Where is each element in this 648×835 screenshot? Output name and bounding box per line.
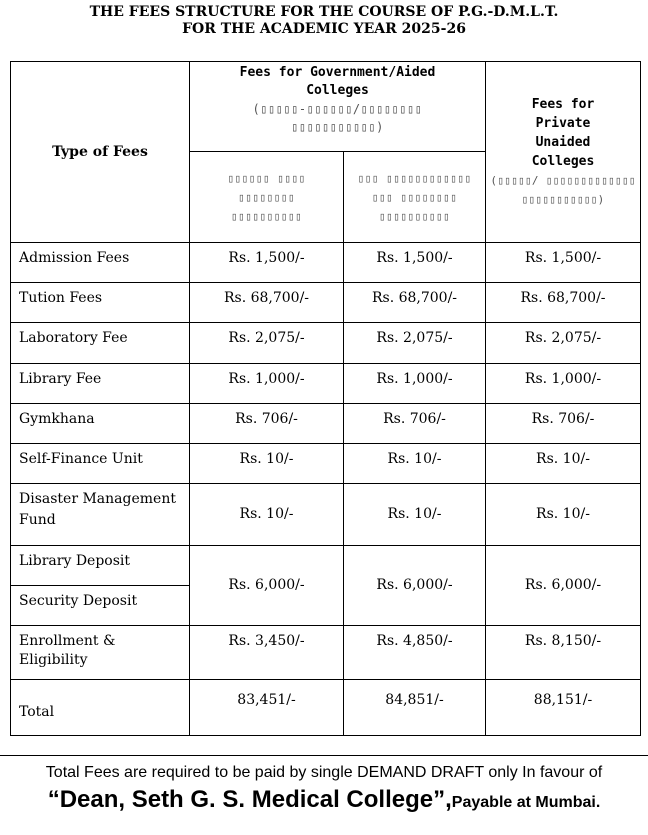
total-cell: 88,151/- bbox=[486, 680, 641, 736]
row-label: Disaster Management Fund bbox=[11, 484, 190, 546]
fee-cell: Rs. 10/- bbox=[486, 444, 641, 484]
fee-cell: Rs. 68,700/- bbox=[190, 283, 344, 323]
header-gov-subtitle: (▯▯▯▯▯-▯▯▯▯▯▯/▯▯▯▯▯▯▯▯ ▯▯▯▯▯▯▯▯▯▯▯) bbox=[252, 102, 423, 134]
fee-cell: Rs. 10/- bbox=[190, 484, 344, 546]
fee-cell: Rs. 68,700/- bbox=[344, 283, 486, 323]
fee-cell: Rs. 6,000/- bbox=[190, 546, 344, 626]
header-priv-title: Fees for Private Unaided Colleges bbox=[531, 97, 595, 169]
table-row-total bbox=[11, 680, 641, 736]
fee-cell: Rs. 10/- bbox=[486, 484, 641, 546]
row-label: Admission Fees bbox=[11, 243, 190, 283]
footer-payment-note: Total Fees are required to be paid by single DEMAND DRAFT only In favour of bbox=[45, 764, 603, 781]
table-row bbox=[11, 364, 641, 404]
fee-cell: Rs. 4,850/- bbox=[344, 626, 486, 680]
row-label: Library Fee bbox=[11, 364, 190, 404]
row-label: Enrollment & Eligibility bbox=[19, 633, 116, 668]
fee-cell: Rs. 2,075/- bbox=[190, 323, 344, 364]
fee-cell: Rs. 706/- bbox=[486, 404, 641, 444]
fees-table bbox=[10, 61, 641, 736]
fee-cell: Rs. 706/- bbox=[190, 404, 344, 444]
table-row bbox=[11, 243, 641, 283]
fee-cell: Rs. 1,000/- bbox=[344, 364, 486, 404]
table-row bbox=[11, 444, 641, 484]
header-government-aided bbox=[190, 62, 486, 152]
header-priv-subtitle: (▯▯▯▯▯/ ▯▯▯▯▯▯▯▯▯▯▯▯▯ ▯▯▯▯▯▯▯▯▯▯▯) bbox=[490, 174, 636, 206]
table-row-deposit bbox=[11, 546, 641, 586]
row-label-library-deposit: Library Deposit bbox=[11, 546, 190, 586]
header-gov-column-2: ▯▯▯ ▯▯▯▯▯▯▯▯▯▯▯▯ ▯▯▯ ▯▯▯▯▯▯▯▯ ▯▯▯▯▯▯▯▯▯▯ bbox=[344, 152, 486, 243]
fee-cell: Rs. 2,075/- bbox=[486, 323, 641, 364]
fee-cell: Rs. 1,500/- bbox=[190, 243, 344, 283]
fee-cell: Rs. 6,000/- bbox=[344, 546, 486, 626]
footer-dean-name: “Dean, Seth G. S. Medical College”, bbox=[47, 786, 452, 813]
table-row bbox=[11, 404, 641, 444]
total-cell: 84,851/- bbox=[344, 680, 486, 736]
footer-divider bbox=[0, 755, 648, 756]
fee-cell: Rs. 6,000/- bbox=[486, 546, 641, 626]
fee-cell: Rs. 2,075/- bbox=[344, 323, 486, 364]
row-label: Gymkhana bbox=[11, 404, 190, 444]
header-gov-title: Fees for Government/Aided Colleges bbox=[239, 65, 436, 98]
document-title-line1: THE FEES STRUCTURE FOR THE COURSE OF P.G.-D.M.L.T. bbox=[89, 4, 559, 20]
footer-payee bbox=[0, 786, 648, 814]
fee-cell: Rs. 10/- bbox=[344, 444, 486, 484]
row-label: Tution Fees bbox=[11, 283, 190, 323]
fee-cell: Rs. 8,150/- bbox=[486, 626, 641, 680]
header-gov-column-1: ▯▯▯▯▯▯ ▯▯▯▯ ▯▯▯▯▯▯▯▯ ▯▯▯▯▯▯▯▯▯▯ bbox=[190, 152, 344, 243]
header-private-unaided bbox=[486, 62, 641, 243]
footer-payable: Payable at Mumbai. bbox=[451, 794, 601, 811]
fee-cell: Rs. 1,500/- bbox=[486, 243, 641, 283]
table-header-row bbox=[11, 62, 641, 152]
fee-cell: Rs. 1,000/- bbox=[486, 364, 641, 404]
header-type-of-fees: Type of Fees bbox=[11, 62, 190, 243]
fee-cell: Rs. 68,700/- bbox=[486, 283, 641, 323]
fee-cell: Rs. 10/- bbox=[190, 444, 344, 484]
row-label-total: Total bbox=[11, 680, 190, 736]
fee-cell: Rs. 706/- bbox=[344, 404, 486, 444]
table-row bbox=[11, 484, 641, 546]
row-label: Laboratory Fee bbox=[11, 323, 190, 364]
fee-cell: Rs. 10/- bbox=[344, 484, 486, 546]
row-label-enrollment bbox=[11, 626, 190, 680]
table-row bbox=[11, 323, 641, 364]
fee-cell: Rs. 1,500/- bbox=[344, 243, 486, 283]
row-label: Self-Finance Unit bbox=[11, 444, 190, 484]
fee-cell: Rs. 1,000/- bbox=[190, 364, 344, 404]
total-cell: 83,451/- bbox=[190, 680, 344, 736]
row-label-security-deposit: Security Deposit bbox=[11, 586, 190, 626]
table-row bbox=[11, 283, 641, 323]
fee-cell: Rs. 3,450/- bbox=[190, 626, 344, 680]
document-title-line2: FOR THE ACADEMIC YEAR 2025-26 bbox=[182, 21, 466, 37]
table-row bbox=[11, 626, 641, 680]
